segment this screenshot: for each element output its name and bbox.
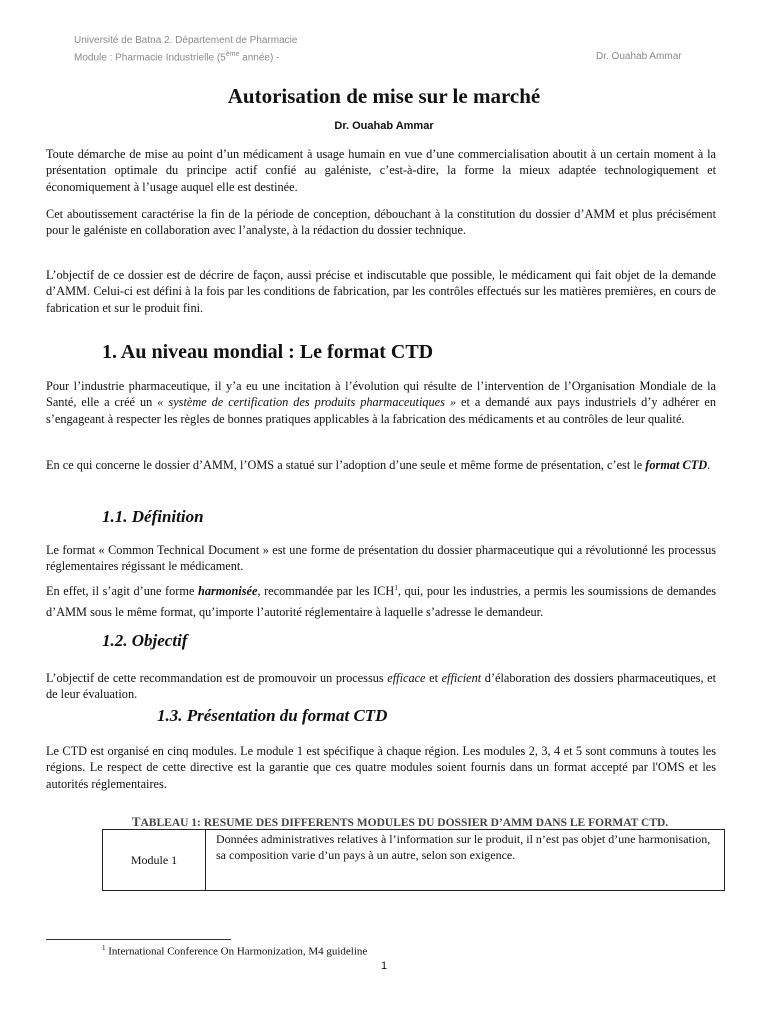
definition-p2-text-d: , qui, pour les industries, a permis les soumissions de demandes d’AMM sous le même format, qu’importe l’autorité réglementaire à laquelle s’adresse le demandeur. — [46, 584, 716, 620]
objectif-paragraph — [46, 670, 716, 703]
section1-p2-emphasis: format CTD — [645, 458, 708, 472]
presentation-paragraph: Le CTD est organisé en cinq modules. Le module 1 est spécifique à chaque région. Les modules 2, 3, 4 et 5 sont communs à toutes les régions. Le respect de cette directive est la garantie que ces quatre modules soient fournis dans un format accepté par l'OMS et les autorités réglementaires. — [46, 744, 716, 791]
page-title: Autorisation de mise sur le marché — [227, 84, 541, 108]
intro-paragraph-3: L’objectif de ce dossier est de décrire de façon, aussi précise et indiscutable que possible, le médicament qui fait objet de la demande d’AMM. Celui-ci est défini à la fois par les conditions de fabrication, par les contrôles effectués sur les matières premières, en cours de fabrication et sur le produit fini. — [46, 268, 716, 315]
section1-p1-text-b: et a demandé aux pays industriels d’y adhérer en s’engageant à respecter les règles de bonnes pratiques applicables à la fabrication des médicaments et au contrôles de leur qualité. — [46, 395, 716, 426]
definition-p2-text-a: En effet, il s’agit d’une forme — [46, 584, 198, 599]
objectif-text-c: d’élaboration des dossiers pharmaceutiques, et de leur évaluation. — [46, 671, 717, 702]
objectif-emphasis-2: efficient — [441, 671, 482, 685]
section1-p2-text-c: . — [707, 458, 711, 472]
section1-p1-text-a: Pour l’industrie pharmaceutique, il y’a eu une incitation à l’évolution qui résulte de l’intervention de l’Organisation Mondiale de la Santé, elle a créé un — [46, 379, 716, 410]
page-number: 1 — [380, 960, 388, 972]
page-author: Dr. Ouahab Ammar — [334, 120, 434, 132]
table-caption-text: ABLEAU 1: RESUME DES DIFFERENTS MODULES DU DOSSIER D’AMM DANS LE FORMAT CTD. — [140, 817, 669, 829]
footnote-separator — [46, 939, 231, 940]
header-module-text: Module : Pharmacie Industrielle (5 — [74, 52, 226, 64]
definition-paragraph-1: Le format « Common Technical Document » est une forme de présentation du dossier pharmaceutique qui a révolutionné les processus réglementaires régissant le médicament. — [46, 543, 716, 574]
table-cell-module: Module 1 — [103, 830, 206, 891]
objectif-text-b: et — [425, 671, 442, 685]
section1-p2-text-a: En ce qui concerne le dossier d’AMM, l’OMS a statué sur l’adoption d’une seule et même forme de présentation, c’est le — [46, 458, 646, 472]
header-module-sup: ème — [225, 51, 240, 58]
modules-table — [102, 829, 725, 891]
section-heading-ctd: 1. Au niveau mondial : Le format CTD — [102, 341, 434, 363]
footnote-mark: 1 — [102, 944, 106, 952]
header-module-suffix: année) - — [239, 52, 280, 64]
table-caption-initial: T — [131, 814, 141, 829]
table-cell-description: Données administratives relatives à l’information sur le produit, il n’est pas objet d’une harmonisation, sa composition varie d’un pays à un autre, selon son exigence. — [206, 830, 725, 891]
intro-paragraph-1: Toute démarche de mise au point d’un médicament à usage humain en vue d’une commercialisation aboutit à un certain moment à la présentation optimale du principe actif confié au galéniste, c’est-à-dire, la forme la mieux adaptée technologiquement et économiquement à l’usage auquel elle est destinée. — [46, 147, 716, 194]
footnote-reference: 1 — [394, 584, 398, 592]
objectif-text-a: L’objectif de cette recommandation est de promouvoir un processus — [46, 671, 388, 685]
footnote — [102, 944, 367, 958]
table-row — [103, 830, 725, 891]
subsection-heading-presentation: 1.3. Présentation du format CTD — [157, 706, 388, 725]
section1-p1-emphasis: « système de certification des produits pharmaceutiques » — [157, 395, 457, 410]
footnote-text: International Conference On Harmonization, M4 guideline — [105, 945, 368, 958]
section1-paragraph-1 — [46, 378, 716, 427]
definition-paragraph-2 — [46, 578, 716, 623]
header-institution: Université de Batna 2. Département de Pharmacie — [74, 35, 298, 46]
intro-paragraph-2: Cet aboutissement caractérise la fin de la période de conception, débouchant à la constitution du dossier d’AMM et plus précisément pour le galéniste en collaboration avec l’analyste, à la rédaction du dossier technique. — [46, 207, 716, 238]
definition-p2-text-c: , recommandée par les ICH — [257, 584, 395, 599]
objectif-emphasis-1: efficace — [387, 671, 426, 685]
header-author: Dr. Ouahab Ammar — [596, 51, 682, 62]
table-caption — [0, 814, 768, 830]
subsection-heading-objectif: 1.2. Objectif — [102, 631, 188, 650]
subsection-heading-definition: 1.1. Définition — [102, 507, 204, 526]
section1-paragraph-2 — [46, 454, 716, 477]
header-module — [74, 51, 279, 63]
definition-p2-emphasis: harmonisée — [197, 584, 258, 599]
